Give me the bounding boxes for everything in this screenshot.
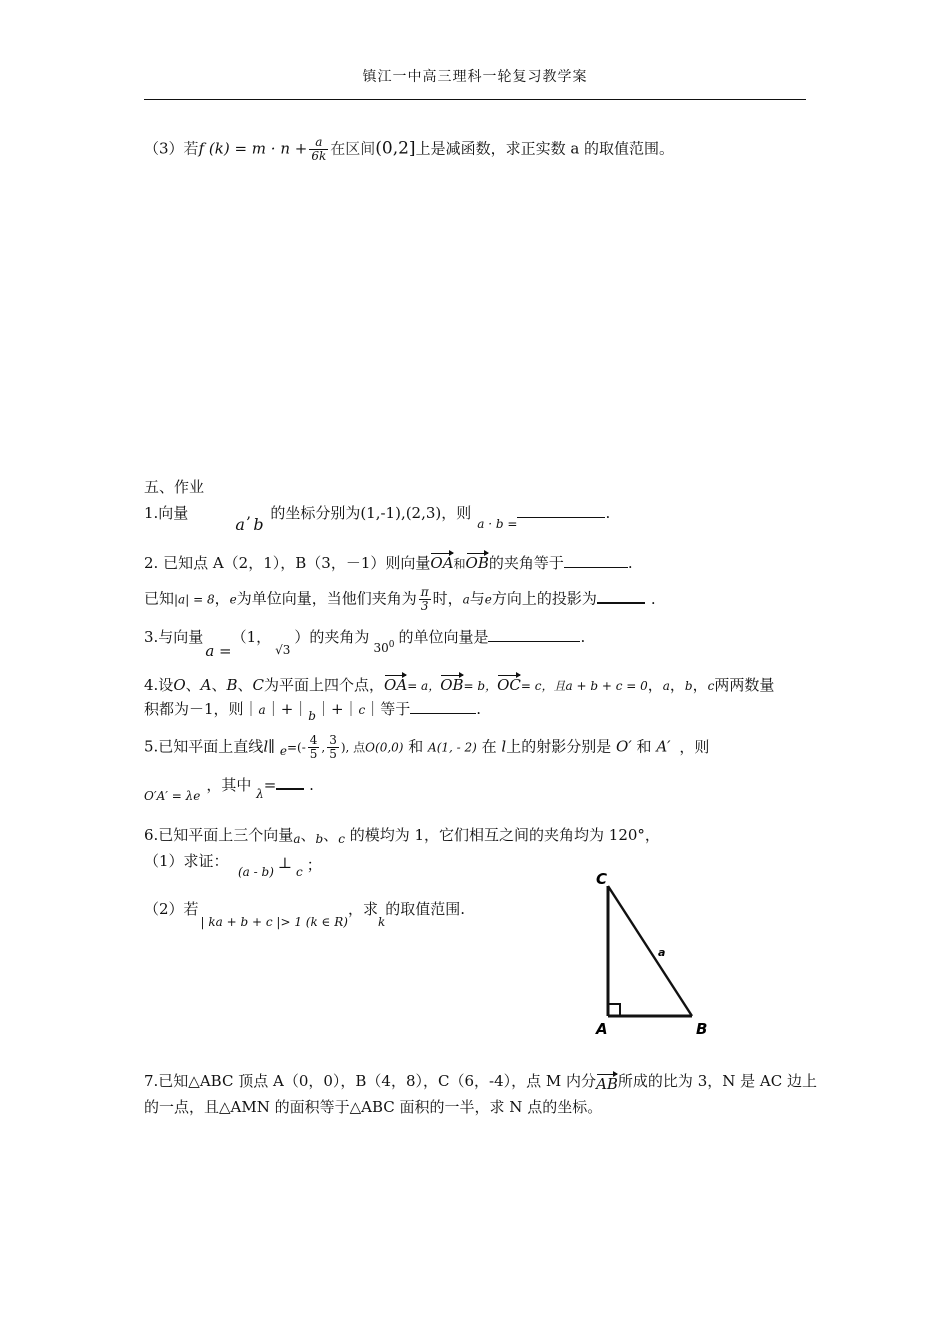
p4-eq-c: = c，且 xyxy=(520,679,566,693)
p3-angle-value: 30 xyxy=(373,641,389,655)
p1-text-a: 1.向量 xyxy=(144,504,189,522)
p4-comma-2: ， xyxy=(669,676,685,694)
problem-4-line-1 xyxy=(144,674,814,697)
p4-comma-1: ， xyxy=(647,676,663,694)
p6-part1-label: （1）求证： xyxy=(144,852,229,870)
p6-sep-2: 、 xyxy=(323,826,339,844)
p6-part2-label: （2）若 xyxy=(144,900,199,918)
p5-projection-eq: O′A′ = λe xyxy=(144,789,201,803)
p2b-with: 与 xyxy=(469,589,485,608)
p4-point-a: A xyxy=(200,676,212,694)
p6-diff: (a - b) xyxy=(238,865,274,879)
p2b-text-h: 时， xyxy=(432,589,463,608)
p3-sqrt3: √3 xyxy=(275,643,291,657)
p1-answer-blank xyxy=(517,517,605,518)
p3-text-a: 3.与向量 xyxy=(144,628,204,646)
p2b-period: . xyxy=(650,589,656,608)
p2b-e2: e xyxy=(484,592,492,607)
p2-vector-oa: OA xyxy=(430,554,454,572)
page-header: 镇江一中高三理科一轮复习教学案 xyxy=(362,69,588,85)
p5-o-prime: O′ xyxy=(616,737,632,756)
p1-text-d: 的坐标分别为(1,-1),(2,3)，则 xyxy=(270,504,472,522)
p4-point-c: C xyxy=(252,676,265,694)
p4-comma-3: ， xyxy=(692,676,708,694)
p5-lambda: λ xyxy=(256,787,264,801)
p5-and: 和 xyxy=(408,737,424,756)
p5-line-l: l xyxy=(263,737,269,756)
right-triangle-figure xyxy=(590,864,720,1039)
question-3 xyxy=(144,136,814,163)
q3-mn: m · n + xyxy=(251,139,308,158)
p7-text-a: 7.已知△ABC 顶点 A（0，0），B（4，8），C（6，-4），点 M 内分 xyxy=(144,1072,597,1090)
p5-frac-1-num: 4 xyxy=(309,733,318,747)
problem-2b xyxy=(144,586,814,613)
problem-4-line-2 xyxy=(144,698,814,721)
p5-point-o: O(0,0) xyxy=(365,740,404,755)
p5-frac-2 xyxy=(327,734,339,761)
p4-answer-blank xyxy=(410,713,476,714)
p5-vector-e: e xyxy=(279,743,287,758)
p6-vector-c: c xyxy=(338,832,345,846)
p6-inequality: | ka + b + c |> 1 (k ∈ R) xyxy=(200,915,348,929)
p3-text-e: ）的夹角为 xyxy=(294,628,370,646)
p6-semicolon: ； xyxy=(306,856,322,874)
q3-text: 上是减函数，求正实数 a 的取值范围。 xyxy=(415,139,675,158)
q3-interval-prefix: 在区间 xyxy=(330,139,376,158)
p4-b: b xyxy=(684,679,693,693)
p5-line-l-2: l xyxy=(501,737,507,756)
p5-frac-1-den: 5 xyxy=(309,747,318,761)
p4-text-a: 4.设 xyxy=(144,676,174,694)
p2b-frac-den: 3 xyxy=(420,599,429,613)
p5-and-2: 和 xyxy=(636,737,652,756)
p1-vector-a: a xyxy=(235,515,245,534)
p5-frac-2-num: 3 xyxy=(329,733,337,747)
problem-2 xyxy=(144,550,814,575)
p5-eq-open: =(- xyxy=(286,740,306,755)
p6-vector-b: b xyxy=(315,832,324,846)
p1-dot-product: a · b = xyxy=(477,517,518,531)
p2b-text-e: 为单位向量，当他们夹角为 xyxy=(236,589,417,608)
p5-text-w: ，其中 xyxy=(206,776,252,794)
right-angle-mark xyxy=(608,1004,620,1016)
problem-1 xyxy=(144,502,814,534)
vertex-label-a: A xyxy=(596,1020,608,1038)
section-title: 五、作业 xyxy=(144,478,205,496)
p4-c: c xyxy=(707,679,715,693)
p6-k: k xyxy=(377,915,386,929)
p1-vectors xyxy=(188,502,264,534)
p5-text-k: ), 点 xyxy=(340,740,366,755)
p3-text-h: 的单位向量是 xyxy=(398,628,489,646)
p5-equals: = xyxy=(263,776,277,794)
problem-3 xyxy=(144,624,814,660)
q3-fraction xyxy=(309,136,328,163)
problem-5-line-1 xyxy=(144,734,814,761)
q3-ruo: 若 xyxy=(183,139,199,158)
p4-text-x: 积都为－1，则｜ xyxy=(144,700,259,718)
p4-text-dd: ｜等于 xyxy=(365,700,411,718)
q3-frac-den: 6k xyxy=(311,149,327,163)
p4-plus-1: ｜+｜ xyxy=(265,700,309,718)
p2b-answer-blank xyxy=(597,602,645,604)
p5-frac-2-den: 5 xyxy=(329,747,337,761)
header-rule xyxy=(144,99,806,100)
p4-eq-a: = a， xyxy=(407,679,441,693)
p2-text-a: 2. 已知点 A（2，1），B（3，－1）则向量 xyxy=(144,554,431,572)
p4-vector-oa: OA xyxy=(384,676,408,694)
problem-5-line-2 xyxy=(144,774,814,803)
p2b-text-a: 已知 xyxy=(144,589,175,608)
p6-perp: ⊥ xyxy=(277,854,292,872)
problem-6-part-1-expr xyxy=(238,854,358,883)
p2b-text-l: 方向上的投影为 xyxy=(491,589,597,608)
p7-text-c: 所成的比为 3，N 是 AC 边上 xyxy=(617,1072,817,1090)
p3-answer-blank xyxy=(488,641,580,642)
p7-text-d: 的一点，且△AMN 的面积等于△ABC 面积的一半，求 N 点的坐标。 xyxy=(144,1098,603,1116)
p5-then: ，则 xyxy=(679,737,710,756)
p5-comma: , xyxy=(321,740,326,755)
p1-comma: , xyxy=(246,504,252,522)
p3-angle xyxy=(373,641,394,655)
p4-abs-b: b xyxy=(308,709,316,723)
q3-interval: (0,2] xyxy=(375,138,416,159)
p5-text-a: 5.已知平面上直线 xyxy=(144,737,264,756)
p2-and: 和 xyxy=(453,557,466,571)
problem-6-line-1 xyxy=(144,824,814,847)
p2b-angle-fraction xyxy=(419,586,431,613)
p4-vector-ob: OB xyxy=(440,676,464,694)
p5-frac-1 xyxy=(308,734,320,761)
p5-text-q: 上的射影分别是 xyxy=(506,737,612,756)
p4-vector-oc: OC xyxy=(497,676,521,694)
p2-period: . xyxy=(627,554,633,572)
triangle-hypotenuse xyxy=(608,886,692,1016)
p4-text-w: 两两数量 xyxy=(714,676,775,694)
p4-period: . xyxy=(476,700,482,718)
p1-vector-b: b xyxy=(253,515,264,534)
p4-sep-1: 、 xyxy=(185,676,201,694)
p4-point-o: O xyxy=(173,676,186,694)
p2b-a: a xyxy=(462,592,470,607)
p6-text-o: ，求 xyxy=(347,900,378,918)
p6-sep-1: 、 xyxy=(300,826,316,844)
p5-on: 在 xyxy=(481,737,497,756)
p4-a: a xyxy=(662,679,670,693)
p4-abs-a: a xyxy=(258,703,266,717)
p6-vector-a: a xyxy=(293,832,301,846)
p4-text-i: 为平面上四个点， xyxy=(264,676,385,694)
p5-period: . xyxy=(309,776,314,794)
p3-period: . xyxy=(580,628,586,646)
p2b-e: e xyxy=(229,592,237,607)
p4-sum-zero: a + b + c = 0 xyxy=(565,679,648,693)
p2b-norm: |a| = 8 xyxy=(174,592,215,607)
problem-7-line-2 xyxy=(144,1096,814,1118)
p6-text-g: 的模均为 1，它们相互之间的夹角均为 120°， xyxy=(349,826,660,844)
p2b-comma: ， xyxy=(214,589,230,608)
p6-text-a: 6.已知平面上三个向量 xyxy=(144,826,294,844)
p4-sep-2: 、 xyxy=(211,676,227,694)
p2-answer-blank xyxy=(564,567,628,568)
p4-abs-c: c xyxy=(358,703,366,717)
q3-frac-num: a xyxy=(309,136,328,150)
p7-vector-ab: AB xyxy=(596,1075,618,1093)
p3-text-c: （1， xyxy=(231,628,272,646)
p2-text-e: 的夹角等于 xyxy=(488,554,564,572)
p6-c: c xyxy=(296,865,303,879)
p4-plus-2: ｜+｜ xyxy=(315,700,359,718)
p5-answer-blank xyxy=(276,788,304,790)
vertex-label-c: C xyxy=(596,870,608,888)
p2b-frac-num: π xyxy=(420,585,429,599)
p5-parallel: ∥ xyxy=(268,737,276,756)
q3-label: （3） xyxy=(144,139,184,158)
p4-eq-b: = b， xyxy=(463,679,498,693)
p6-text-q: 的取值范围. xyxy=(385,900,466,918)
p3-angle-degree: 0 xyxy=(388,640,395,650)
problem-7-line-1 xyxy=(144,1070,817,1093)
p4-sep-3: 、 xyxy=(237,676,253,694)
vertex-label-b: B xyxy=(696,1020,708,1038)
p3-vector-a: a = xyxy=(205,642,232,660)
side-label-a: a xyxy=(658,946,666,959)
p4-point-b: B xyxy=(226,676,238,694)
q3-fk: f (k) = xyxy=(198,139,248,158)
p2-vector-ob: OB xyxy=(465,554,489,572)
p5-a-prime: A′ xyxy=(656,737,671,756)
p1-period: . xyxy=(605,504,611,522)
p5-point-a: A(1, - 2) xyxy=(428,740,477,755)
